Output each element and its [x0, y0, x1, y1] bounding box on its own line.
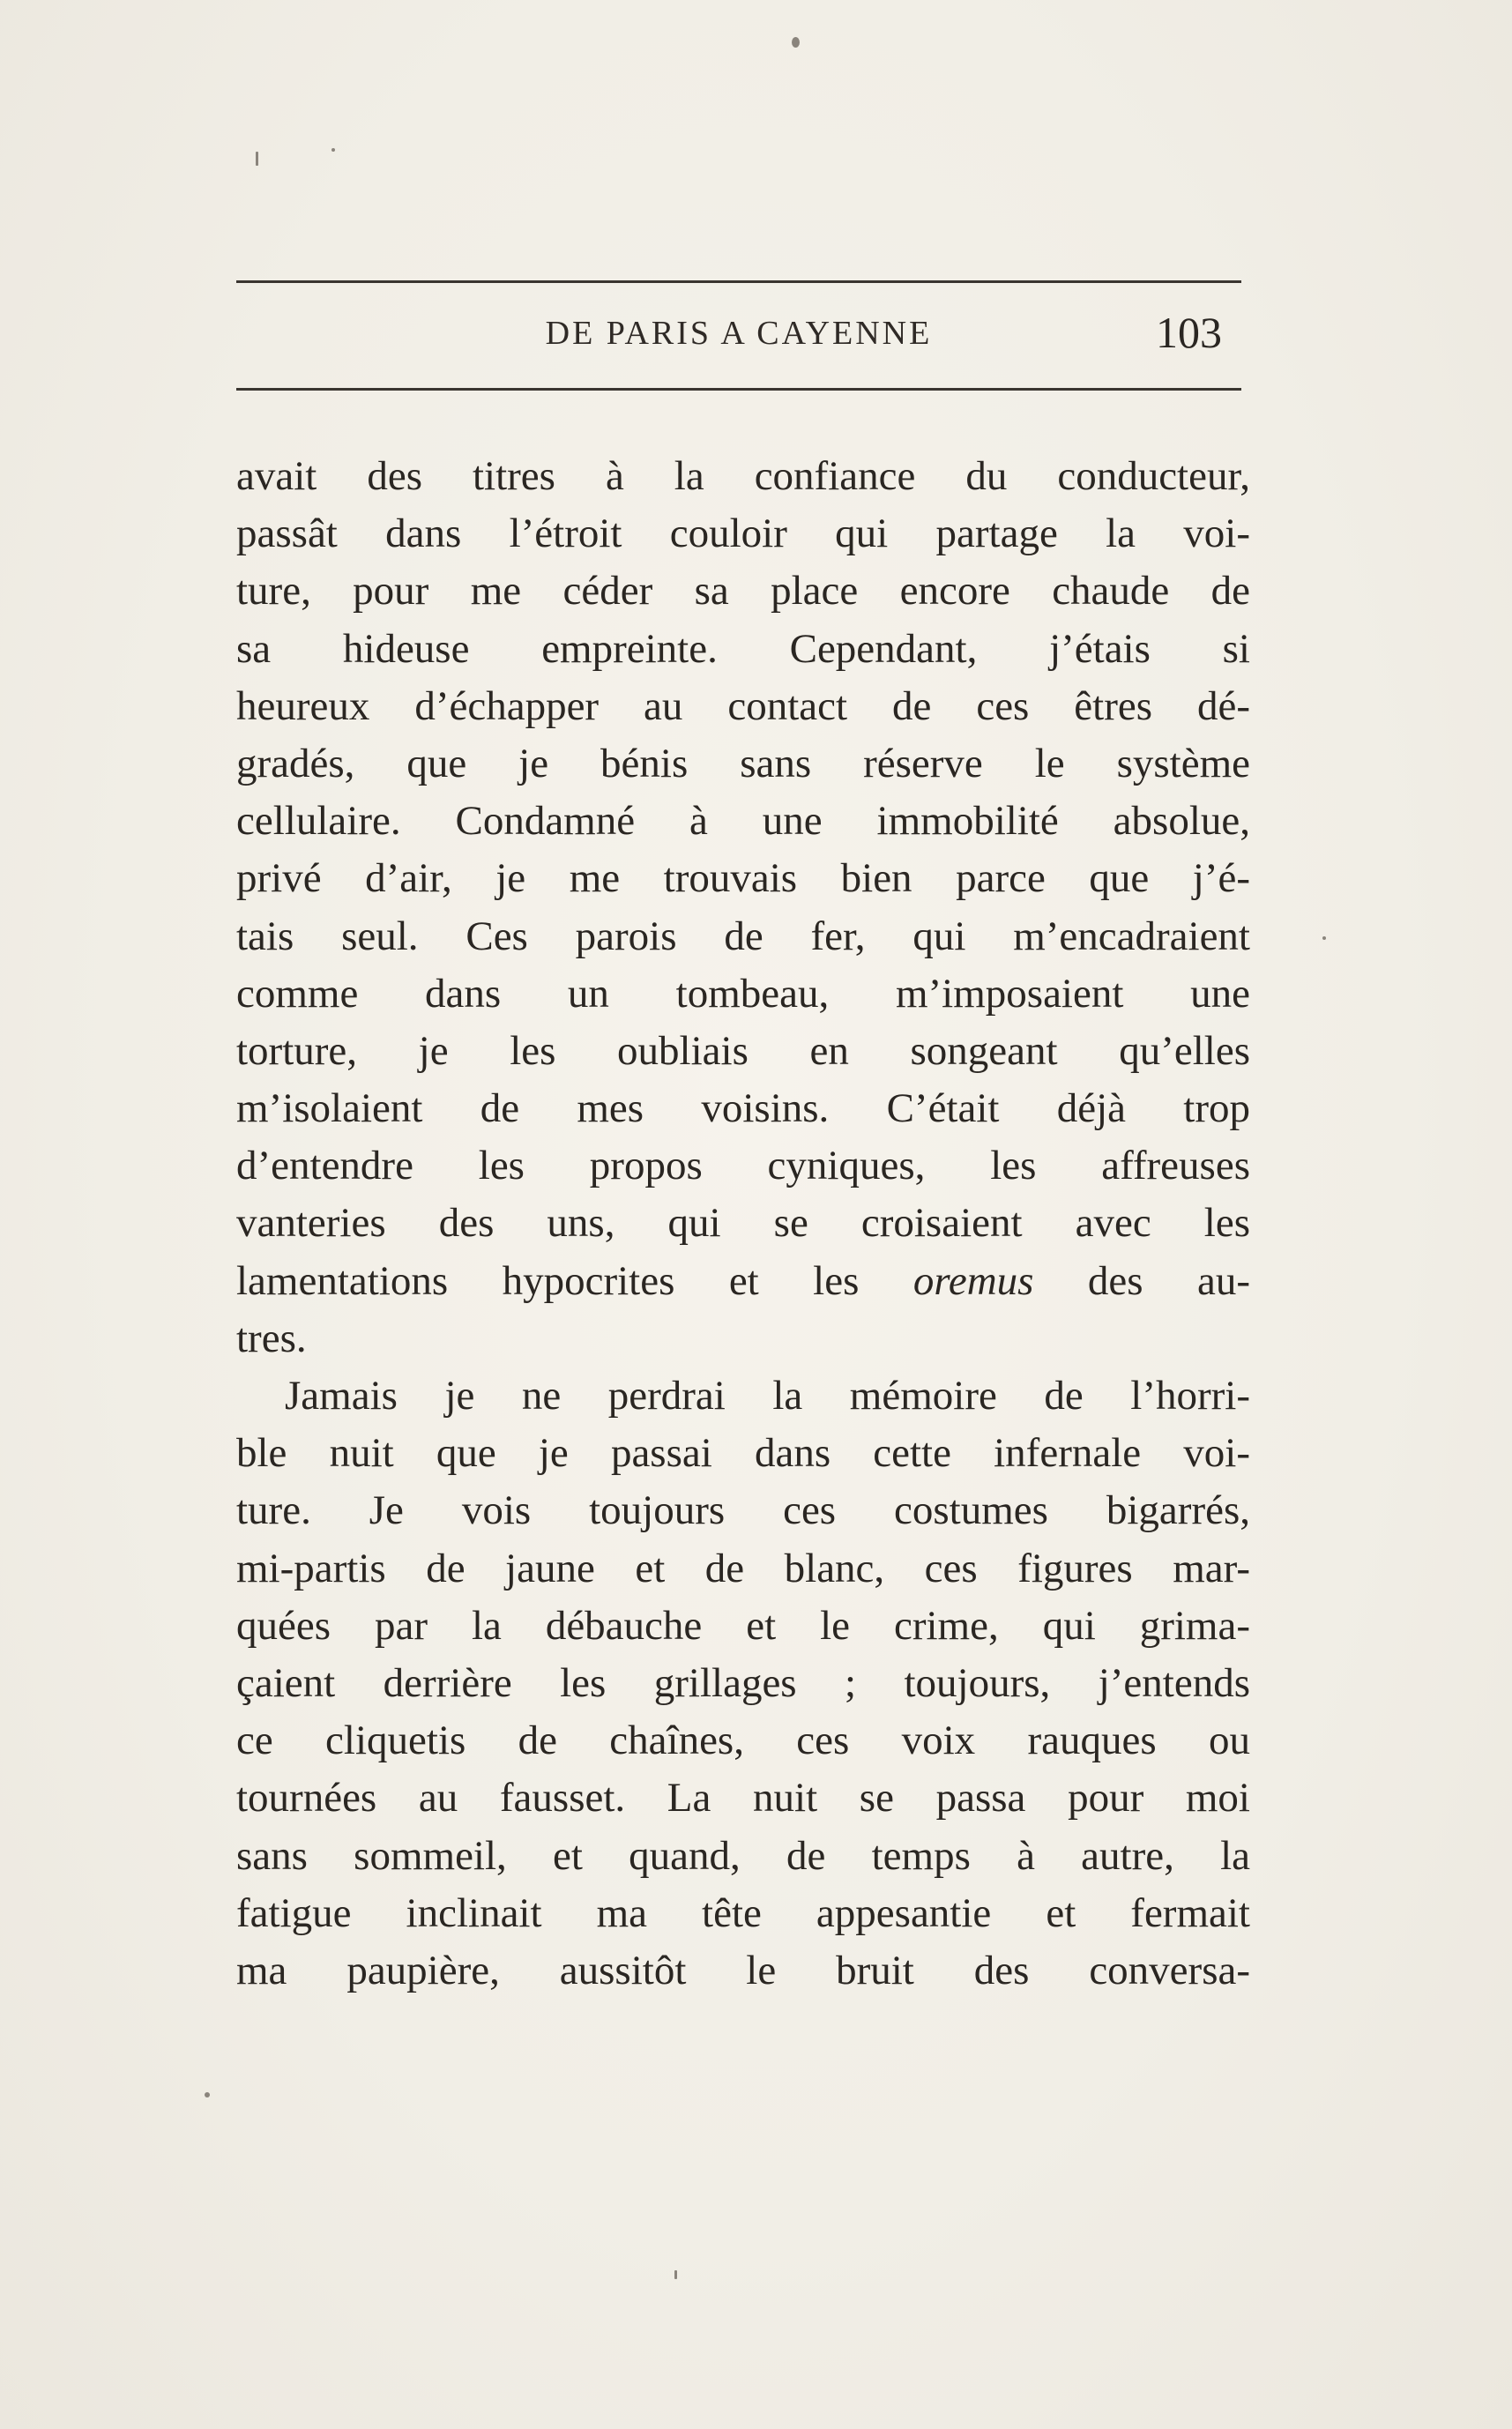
text-line: çaient derrière les grillages ; toujours, j’entends	[236, 1659, 1250, 1706]
text-line: tournées au fausset. La nuit se passa pour moi	[236, 1775, 1250, 1822]
text-line: sans sommeil, et quand, de temps à autre, la	[236, 1832, 1250, 1879]
text-line: ma paupière, aussitôt le bruit des conversa-	[236, 1947, 1250, 1993]
text-line: avait des titres à la confiance du conducteur,	[236, 453, 1250, 499]
italic-term: oremus	[912, 1257, 1034, 1304]
body-text	[236, 448, 1250, 2000]
text-line: tais seul. Ces parois de fer, qui m’encadraient	[236, 913, 1250, 959]
running-title: DE PARIS A CAYENNE	[545, 315, 933, 352]
header-rule-top	[236, 280, 1241, 283]
paper-speck	[1322, 936, 1326, 940]
text-line: gradés, que je bénis sans réserve le système	[236, 740, 1250, 786]
text-line: privé d’air, je me trouvais bien parce que j’é-	[236, 855, 1250, 902]
text-line: sa hideuse empreinte. Cependant, j’étais si	[236, 625, 1250, 672]
text-line: torture, je les oubliais en songeant qu’elles	[236, 1027, 1250, 1074]
text-line: ce cliquetis de chaînes, ces voix rauques ou	[236, 1717, 1250, 1764]
text-line: ture, pour me céder sa place encore chaude de	[236, 568, 1250, 615]
text-line: mi-partis de jaune et de blanc, ces figures mar-	[236, 1545, 1250, 1591]
text-line: vanteries des uns, qui se croisaient avec les	[236, 1200, 1250, 1247]
text-line: fatigue inclinait ma tête appesantie et fermait	[236, 1889, 1250, 1936]
paper-speck	[256, 152, 258, 166]
text-line: cellulaire. Condamné à une immobilité absolue,	[236, 798, 1250, 845]
text-line: passât dans l’étroit couloir qui partage la voi-	[236, 510, 1250, 557]
text-line: m’isolaient de mes voisins. C’était déjà trop	[236, 1085, 1250, 1132]
text-line-paragraph-end: tres.	[236, 1315, 307, 1361]
text-line-paragraph-start: Jamais je ne perdrai la mémoire de l’horri-	[285, 1373, 1250, 1419]
paper-speck	[792, 37, 800, 48]
paper-speck	[205, 2092, 210, 2097]
text-line: heureux d’échapper au contact de ces êtres dé-	[236, 682, 1250, 729]
paper-speck	[331, 148, 335, 152]
text-line: ture. Je vois toujours ces costumes bigarrés,	[236, 1487, 1250, 1534]
text-line: lamentations hypocrites et les oremus des au-	[236, 1257, 1250, 1304]
text-line: quées par la débauche et le crime, qui grima-	[236, 1602, 1250, 1649]
page-number: 103	[1156, 308, 1222, 357]
running-head	[236, 307, 1241, 369]
text-line: ble nuit que je passai dans cette infernale voi-	[236, 1430, 1250, 1477]
text-line: d’entendre les propos cyniques, les affreuses	[236, 1143, 1250, 1189]
text-line: comme dans un tombeau, m’imposaient une	[236, 970, 1250, 1017]
paper-speck	[674, 2270, 677, 2279]
header-rule-bottom	[236, 388, 1241, 391]
